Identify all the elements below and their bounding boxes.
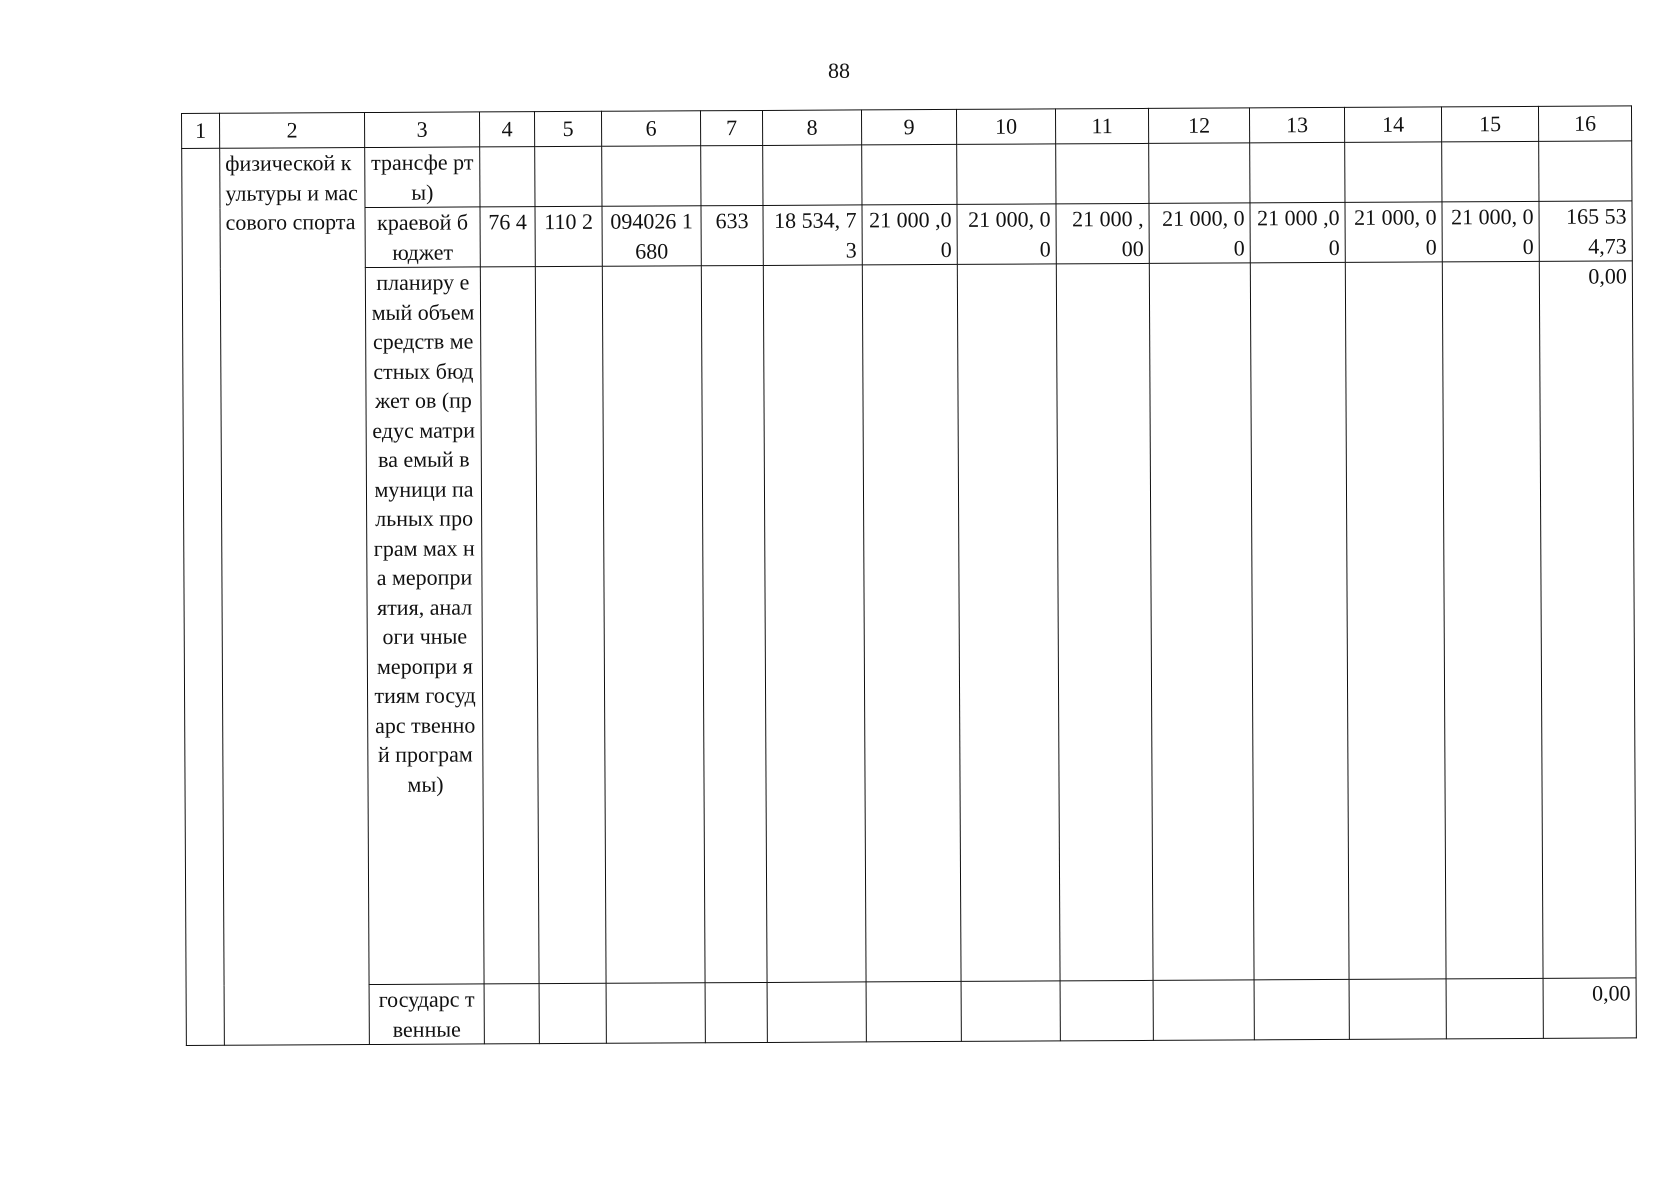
table-cell [1345,142,1442,203]
table-cell [1254,979,1349,1039]
table-cell [767,982,866,1043]
column-number: 10 [956,109,1055,145]
admin-code-cell: 76 4 [480,207,535,267]
column-number: 4 [479,112,534,147]
transfers-label: трансфе рты) [365,147,480,208]
amount-cell: 21 000, 00 [1442,201,1539,262]
table-cell [1345,262,1446,979]
amount-cell: 21 000 ,00 [862,204,957,264]
transfers-row [182,141,1632,209]
table-cell [1056,263,1153,980]
page-number: 88 [828,58,850,83]
index-cell [182,148,225,1045]
section-code-cell: 110 2 [535,206,602,266]
column-number: 9 [861,109,956,144]
amount-cell: 21 000, 00 [1149,203,1250,264]
target-code-cell: 094026 1680 [602,206,701,267]
amount-cell: 21 000 ,00 [1250,202,1345,262]
table-cell [957,144,1056,205]
column-number: 2 [220,113,365,149]
table-cell [701,145,763,205]
table-cell [535,266,606,983]
table-cell [1149,263,1254,981]
table-cell [1349,979,1446,1040]
budget-table-sheet [181,105,1636,1046]
table-cell [480,267,539,984]
table-cell [961,981,1060,1042]
table-cell [862,264,961,981]
column-number: 13 [1249,107,1344,142]
table-cell [1149,143,1250,204]
table-cell [480,147,535,207]
table-cell [763,265,866,983]
table-cell [1250,262,1349,979]
table-cell [957,264,1060,982]
column-number: 15 [1441,106,1538,142]
table-cell [1250,142,1345,202]
state-row [186,978,1636,1046]
table-cell [484,984,539,1044]
table-cell [705,982,767,1042]
column-number: 6 [601,111,700,147]
table-cell [1539,141,1632,201]
table-cell [1060,980,1153,1040]
table-cell [535,146,602,206]
amount-cell: 21 000, 00 [1345,202,1442,263]
column-number: 14 [1344,107,1441,143]
amount-cell: 21 000 ,00 [1056,203,1149,263]
column-number: 7 [700,110,762,145]
state-label: государс твенные [369,984,484,1045]
total-cell: 165 53 4,73 [1539,201,1632,261]
column-number: 5 [534,111,601,146]
column-number: 3 [365,112,480,148]
expense-type-cell: 633 [701,205,763,265]
table-cell [866,981,961,1041]
program-name-cell: физической культуры и массового спорта [220,148,370,1046]
table-cell [1442,261,1543,978]
table-cell [1056,143,1149,203]
local-budget-label: планиру емый объем средств местных бюджет ов (предус матрива емый в муници пальных програм мах на меропри ятия, аналоги чные меропри ятиям государс твенной програм мы) [365,267,484,985]
table-cell [763,145,862,206]
amount-cell: 18 534, 73 [763,205,862,266]
table-cell [602,266,705,984]
table-cell [606,983,705,1044]
table-cell [862,144,957,204]
total-cell: 0,00 [1539,261,1636,978]
table-cell [1153,980,1254,1041]
budget-table [181,105,1637,1046]
table-cell [539,983,606,1043]
table-cell [1442,141,1539,202]
regional-budget-label: краевой бюджет [365,207,480,268]
table-cell [1446,978,1543,1039]
table-cell [701,265,767,982]
column-number: 1 [182,113,220,148]
column-number: 12 [1148,108,1249,144]
total-cell: 0,00 [1543,978,1636,1038]
column-number: 8 [762,110,861,146]
local-budget-row [182,261,1636,986]
regional-budget-row [182,201,1632,269]
column-number: 16 [1538,106,1631,141]
table-cell [602,146,701,207]
amount-cell: 21 000, 00 [957,204,1056,265]
column-number: 11 [1055,108,1148,143]
